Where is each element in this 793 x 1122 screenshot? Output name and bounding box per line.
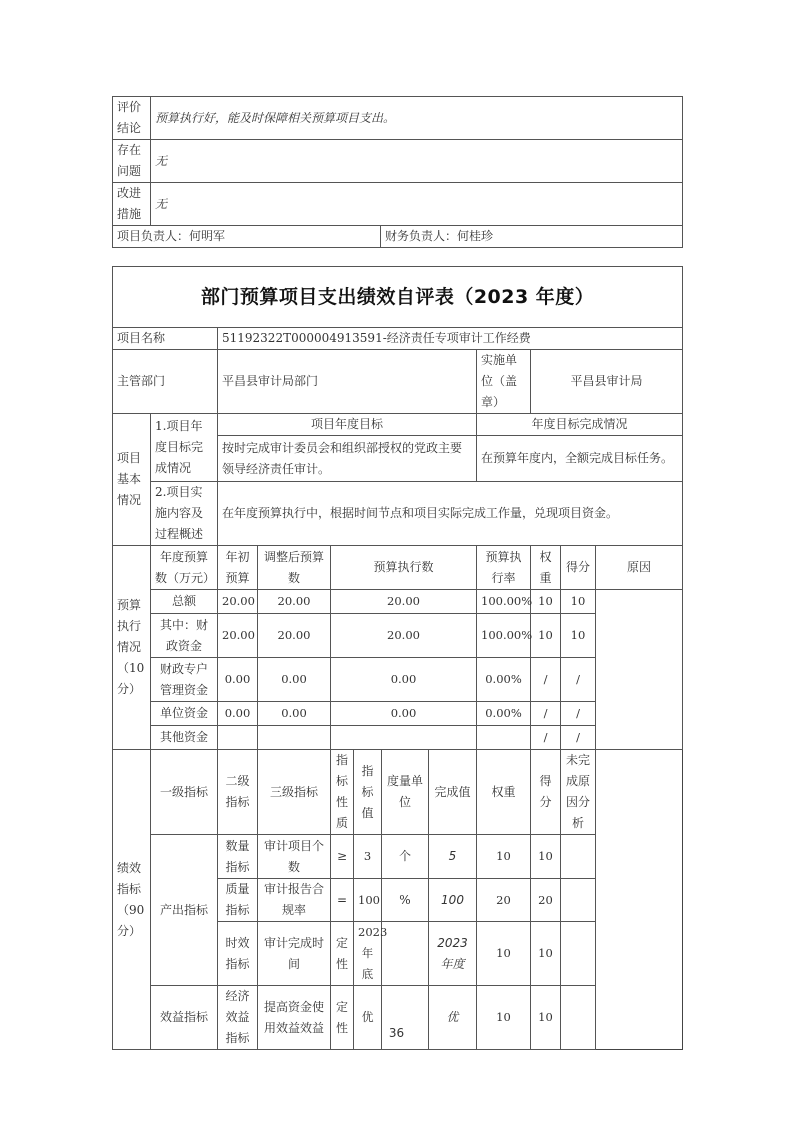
perf-weight: 20 (477, 879, 531, 922)
budget-executed: 20.00 (331, 614, 477, 658)
project-name-label: 项目名称 (113, 328, 218, 350)
budget-weight: 10 (531, 590, 561, 614)
perf-weight: 10 (477, 922, 531, 986)
project-name: 51192322T000004913591-经济责任专项审计工作经费 (218, 328, 683, 350)
budget-score: 10 (561, 590, 596, 614)
budget-rate: 100.00% (477, 590, 531, 614)
budget-score: / (561, 726, 596, 750)
budget-adjusted (258, 726, 331, 750)
label-issues: 存在问题 (113, 140, 151, 183)
budget-initial: 20.00 (218, 590, 258, 614)
perf-actual: 2023年度 (429, 922, 477, 986)
impl-unit-value: 平昌县审计局 (531, 350, 683, 414)
perf-level1: 产出指标 (151, 835, 218, 986)
evaluation-summary-table (112, 96, 683, 248)
perf-row (113, 835, 683, 879)
budget-weight: 10 (531, 614, 561, 658)
budget-executed (331, 726, 477, 750)
goal-label: 1.项目年度目标完成情况 (151, 414, 218, 482)
budget-score: / (561, 658, 596, 702)
budget-rate (477, 726, 531, 750)
perf-header-target: 指标值 (354, 750, 382, 835)
budget-name: 总额 (151, 590, 218, 614)
budget-header-initial: 年初预算 (218, 546, 258, 590)
budget-name: 其中：财政资金 (151, 614, 218, 658)
perf-level3: 审计报告合规率 (258, 879, 331, 922)
budget-rate: 100.00% (477, 614, 531, 658)
perf-nature: 定性 (331, 922, 354, 986)
budget-weight: / (531, 702, 561, 726)
label-conclusion: 评价结论 (113, 97, 151, 140)
perf-header-level3: 三级指标 (258, 750, 331, 835)
perf-header-score: 得分 (531, 750, 561, 835)
budget-reason (596, 590, 683, 750)
dept-value: 平昌县审计局部门 (218, 350, 477, 414)
performance-self-evaluation-form (112, 266, 683, 1050)
budget-header-weight: 权重 (531, 546, 561, 590)
perf-header-nature: 指标性质 (331, 750, 354, 835)
perf-actual: 5 (429, 835, 477, 879)
perf-unit: % (382, 879, 429, 922)
page-number: 36 (388, 1026, 405, 1040)
perf-target: 100 (354, 879, 382, 922)
perf-level3: 审计项目个数 (258, 835, 331, 879)
perf-level2: 时效指标 (218, 922, 258, 986)
budget-header-rate: 预算执行率 (477, 546, 531, 590)
label-improvements: 改进措施 (113, 183, 151, 226)
perf-reason (561, 879, 596, 922)
budget-header-name: 年度预算数（万元） (151, 546, 218, 590)
perf-target: 3 (354, 835, 382, 879)
budget-adjusted: 20.00 (258, 590, 331, 614)
perf-reason (561, 922, 596, 986)
budget-initial (218, 726, 258, 750)
perf-reason (561, 835, 596, 879)
project-lead: 项目负责人：何明军 (113, 226, 381, 248)
budget-adjusted: 0.00 (258, 658, 331, 702)
perf-score: 10 (531, 922, 561, 986)
impl-unit-label: 实施单位（盖章） (477, 350, 531, 414)
perf-level1: 效益指标 (151, 986, 218, 1050)
perf-target: 优 (354, 986, 382, 1050)
perf-score: 10 (531, 835, 561, 879)
goal-header: 项目年度目标 (218, 414, 477, 436)
perf-actual: 优 (429, 986, 477, 1050)
perf-nature: 定性 (331, 986, 354, 1050)
budget-rate: 0.00% (477, 702, 531, 726)
budget-score: / (561, 702, 596, 726)
perf-nature: ≥ (331, 835, 354, 879)
value-conclusion: 预算执行好，能及时保障相关预算项目支出。 (151, 97, 683, 140)
budget-executed: 0.00 (331, 658, 477, 702)
budget-adjusted: 0.00 (258, 702, 331, 726)
goal-text: 按时完成审计委员会和组织部授权的党政主要领导经济责任审计。 (218, 436, 477, 482)
perf-level2: 经济效益指标 (218, 986, 258, 1050)
completion-text: 在预算年度内，全额完成目标任务。 (477, 436, 683, 482)
budget-header-adjusted: 调整后预算数 (258, 546, 331, 590)
budget-header-executed: 预算执行数 (331, 546, 477, 590)
value-improvements: 无 (151, 183, 683, 226)
content-text: 在年度预算执行中，根据时间节点和项目实际完成工作量，兑现项目资金。 (218, 482, 683, 546)
value-issues: 无 (151, 140, 683, 183)
budget-executed: 20.00 (331, 590, 477, 614)
budget-initial: 0.00 (218, 658, 258, 702)
perf-weight: 10 (477, 986, 531, 1050)
perf-score: 10 (531, 986, 561, 1050)
perf-nature: = (331, 879, 354, 922)
budget-row (113, 590, 683, 614)
budget-rate: 0.00% (477, 658, 531, 702)
perf-score: 20 (531, 879, 561, 922)
budget-score: 10 (561, 614, 596, 658)
budget-initial: 0.00 (218, 702, 258, 726)
perf-level3: 提高资金使用效益效益 (258, 986, 331, 1050)
budget-header-score: 得分 (561, 546, 596, 590)
perf-actual: 100 (429, 879, 477, 922)
dept-label: 主管部门 (113, 350, 218, 414)
content-label: 2.项目实施内容及过程概述 (151, 482, 218, 546)
perf-level3: 审计完成时间 (258, 922, 331, 986)
perf-unit: 个 (382, 835, 429, 879)
budget-header-reason: 原因 (596, 546, 683, 590)
perf-header-unit: 度量单位 (382, 750, 429, 835)
perf-header-weight: 权重 (477, 750, 531, 835)
budget-section-label: 预算执行情况（10分） (113, 546, 151, 750)
budget-name: 单位资金 (151, 702, 218, 726)
budget-name: 财政专户管理资金 (151, 658, 218, 702)
perf-section-label: 绩效指标（90分） (113, 750, 151, 1050)
perf-unit (382, 922, 429, 986)
basic-section-label: 项目基本情况 (113, 414, 151, 546)
budget-initial: 20.00 (218, 614, 258, 658)
budget-executed: 0.00 (331, 702, 477, 726)
completion-header: 年度目标完成情况 (477, 414, 683, 436)
finance-lead: 财务负责人：何桂珍 (381, 226, 683, 248)
budget-weight: / (531, 726, 561, 750)
budget-weight: / (531, 658, 561, 702)
budget-name: 其他资金 (151, 726, 218, 750)
perf-header-level1: 一级指标 (151, 750, 218, 835)
perf-level2: 数量指标 (218, 835, 258, 879)
perf-target: 2023年底 (354, 922, 382, 986)
perf-weight: 10 (477, 835, 531, 879)
perf-header-actual: 完成值 (429, 750, 477, 835)
form-title: 部门预算项目支出绩效自评表（2023 年度） (113, 267, 683, 328)
perf-header-level2: 二级指标 (218, 750, 258, 835)
perf-header-reason: 未完成原因分析 (561, 750, 596, 835)
perf-level2: 质量指标 (218, 879, 258, 922)
budget-adjusted: 20.00 (258, 614, 331, 658)
